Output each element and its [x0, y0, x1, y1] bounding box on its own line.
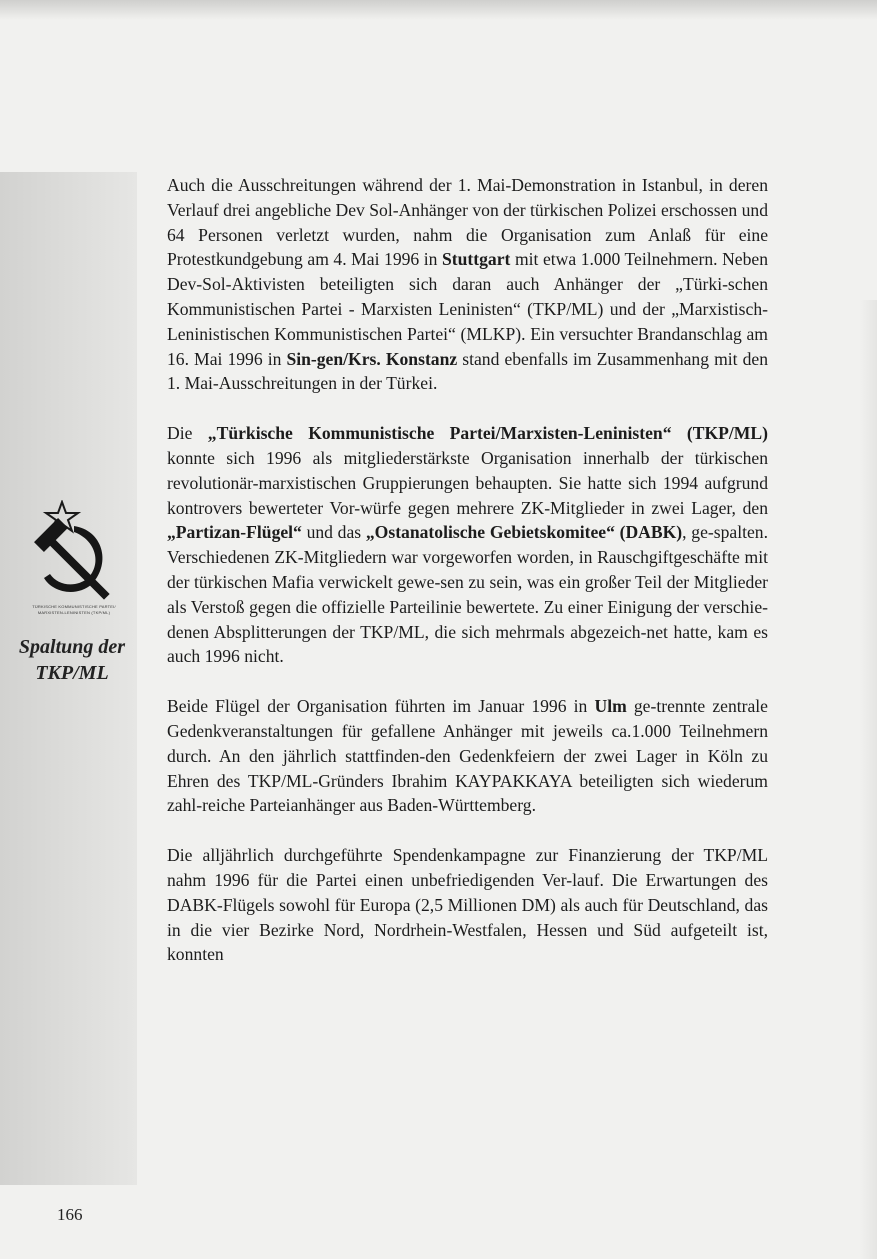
bold-text: „Ostanatolische Gebietskomitee“ (DABK): [365, 522, 683, 543]
text-run: konnte sich 1996 als mitgliederstärkste Organisation innerhalb der türkischen revolutionär-marxistischen Gruppierungen behaupten. Sie hatte sich 1994 aufgrund kontrovers bewerteter Vor-würfe gegen mehrere ZK-Mitglieder in zwei Lager, den: [167, 447, 768, 518]
bold-text: Ulm: [594, 696, 627, 717]
bold-text: „Türkische Kommunistische Partei/Marxisten-Leninisten“ (TKP/ML): [207, 423, 768, 444]
paragraph: [167, 421, 768, 669]
body-text: [167, 173, 768, 992]
bold-text: Sin-gen/Krs. Konstanz: [286, 348, 458, 369]
logo-caption-line-2: MARXISTEN-LENINISTEN (TKP/ML): [37, 610, 111, 615]
tkp-ml-logo: [24, 500, 124, 625]
scan-right-shade: [859, 300, 877, 1259]
text-run: Auch die Ausschreitungen während der 1. Mai-Demonstration in Istanbul, in deren Verlauf drei angebliche Dev Sol-Anhänger von der türkischen Polizei erschossen und 64 Personen verletzt wurden, nahm die Organisation zum Anlaß für eine Protestkundgebung am 4. Mai 1996 in: [167, 175, 768, 270]
text-run: Die: [167, 423, 208, 444]
hammer-sickle-star-icon: [24, 500, 124, 600]
text-run: stand ebenfalls im Zusammenhang mit den 1. Mai-Ausschreitungen in der Türkei.: [167, 348, 768, 394]
text-run: Die alljährlich durchgeführte Spendenkampagne zur Finanzierung der TKP/ML nahm 1996 für die Partei einen unbefriedigenden Ver-lauf. Die Erwartungen des DABK-Flügels sowohl für Europa (2,5 Millionen DM) als auch für Deutschland, das in die vier Bezirke Nord, Nordrhein-Westfalen, Hessen und Süd aufgeteilt ist, konnten: [167, 845, 768, 965]
text-run: Beide Flügel der Organisation führten im Januar 1996 in: [167, 696, 595, 717]
bold-text: Stuttgart: [441, 249, 511, 270]
margin-heading-line-2: TKP/ML: [35, 662, 109, 684]
page-number: 166: [57, 1205, 83, 1224]
text-run: ge-trennte zentrale Gedenkveranstaltungen für gefallene Anhänger mit jeweils ca.1.000 Teilnehmern durch. An den jährlich stattfinden-den Gedenkfeiern der zwei Lager in Köln zu Ehren des TKP/ML-Gründers Ibrahim KAYPAKKAYA beteiligten sich wiederum zahl-reiche Parteianhänger aus Baden-Württemberg.: [167, 696, 768, 816]
margin-heading-line-1: Spaltung der: [18, 636, 126, 658]
paragraph: [167, 843, 768, 967]
logo-caption-line-1: TÜRKISCHE KOMMUNISTISCHE PARTEI/: [32, 604, 116, 609]
margin-heading: [6, 634, 138, 686]
bold-text: „Partizan-Flügel“: [167, 522, 302, 543]
text-run: , ge-spalten. Verschiedenen ZK-Mitgliedern war vorgeworfen worden, in Rauschgiftgeschäfte mit der türkischen Mafia verwickelt gewe-sen zu sein, was ein großer Teil der Mitglieder als Verstoß gegen die offizielle Parteilinie bewertete. Zu einer Einigung der verschie-denen Absplitterungen der TKP/ML, die sich mehrmals abgezeich-net hatte, kam es auch 1996 nicht.: [167, 522, 768, 667]
scan-top-shadow: [0, 0, 877, 20]
paragraph: [167, 694, 768, 818]
text-run: mit etwa 1.000 Teilnehmern. Neben Dev-Sol-Aktivisten beteiligten sich daran auch Anhänger der „Türki-schen Kommunistischen Partei - Marxisten Leninisten“ (TKP/ML) und der „Marxistisch-Leninistischen Kommunistischen Partei“ (MLKP). Ein versuchter Brandanschlag am 16. Mai 1996 in: [167, 249, 768, 369]
text-run: und das: [301, 522, 366, 543]
logo-caption: [24, 604, 124, 616]
paragraph: [167, 173, 768, 396]
